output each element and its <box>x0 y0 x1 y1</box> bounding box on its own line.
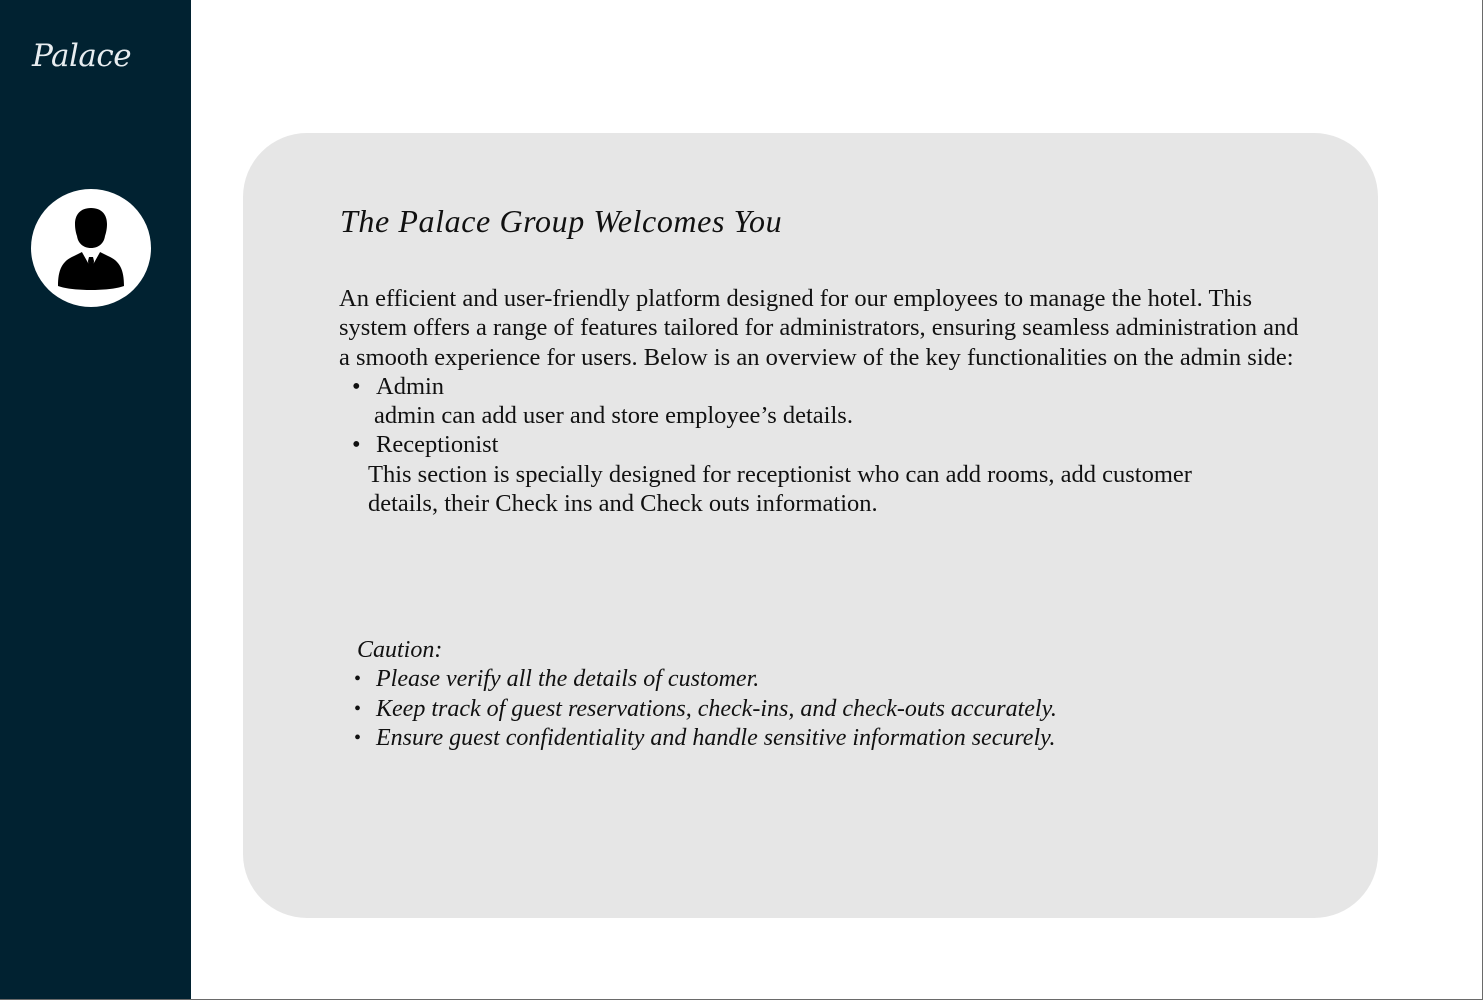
bullet-icon: • <box>352 372 361 400</box>
caution-item <box>353 724 1057 753</box>
feature-description: This section is specially designed for receptionist who can add rooms, add customer details, their Check ins and Check outs information. <box>368 460 1192 518</box>
caution-item-text: Ensure guest confidentiality and handle sensitive information securely. <box>376 724 1056 751</box>
businessman-avatar-icon <box>56 206 126 290</box>
welcome-card <box>243 133 1378 918</box>
feature-receptionist <box>339 430 1299 518</box>
feature-admin <box>339 372 1299 431</box>
welcome-body <box>339 284 1299 518</box>
caution-item-text: Please verify all the details of customer. <box>376 666 760 693</box>
bullet-icon: • <box>354 726 362 749</box>
sidebar <box>0 0 191 1000</box>
bullet-icon: • <box>352 431 361 459</box>
brand-logo: Palace <box>32 38 132 74</box>
bullet-icon: • <box>354 668 362 691</box>
caution-item-text: Keep track of guest reservations, check-ins, and check-outs accurately. <box>376 695 1057 722</box>
caution-list <box>353 665 1057 753</box>
caution-item <box>353 695 1057 724</box>
caution-heading: Caution: <box>357 637 443 663</box>
caution-item <box>353 665 1057 694</box>
bullet-icon: • <box>354 697 362 720</box>
caution-section <box>353 636 1057 753</box>
intro-paragraph: An efficient and user-friendly platform designed for our employees to manage the hotel. This system offers a range of features tailored for administrators, ensuring seamless administration and a smooth experience for users. Below is an overview of the key functionalities on the admin side: <box>339 285 1299 371</box>
feature-description: admin can add user and store employee’s details. <box>374 402 853 430</box>
user-avatar[interactable] <box>31 189 151 307</box>
feature-label: Receptionist <box>376 431 499 459</box>
feature-label: Admin <box>376 372 445 400</box>
page-title: The Palace Group Welcomes You <box>340 203 783 239</box>
